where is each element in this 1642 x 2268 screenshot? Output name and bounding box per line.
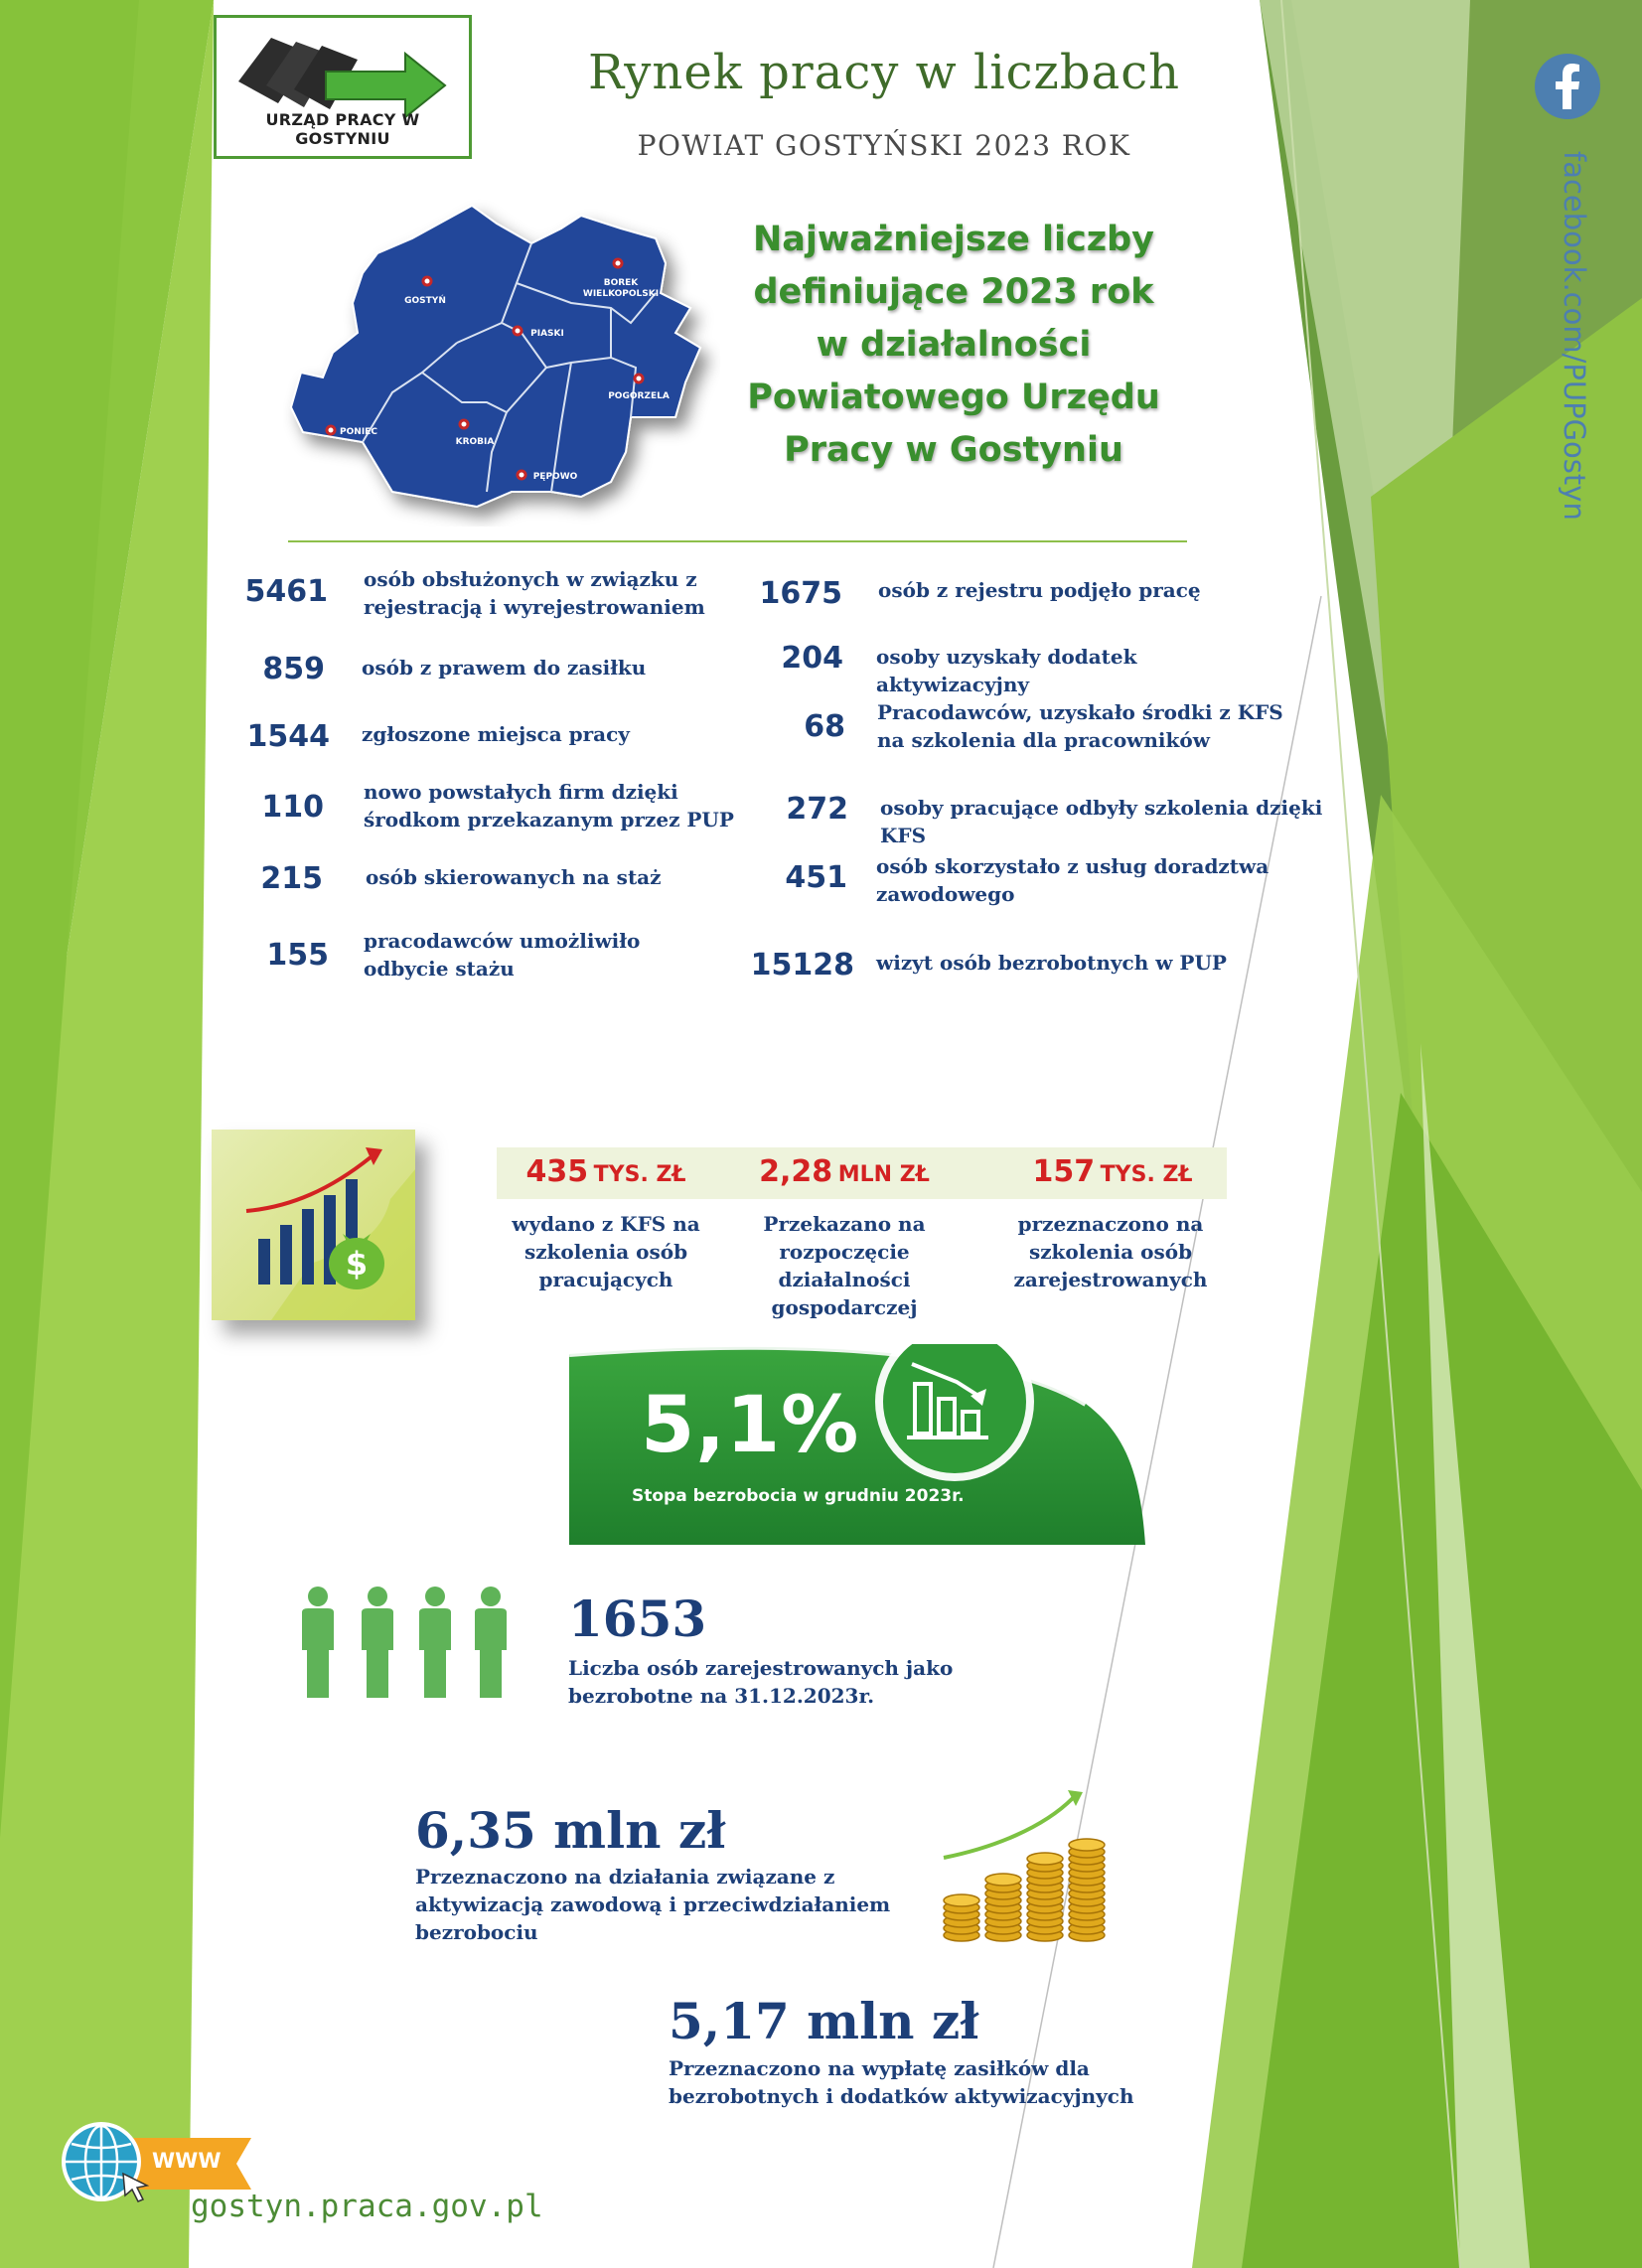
logo-graphic [217,24,469,123]
stat-value: 110 [261,790,324,825]
facebook-link[interactable]: facebook.com/PUPGostyn [1558,151,1591,521]
stat-value: 68 [804,709,845,744]
page-subtitle: POWIAT GOSTYŃSKI 2023 ROK [637,129,1131,162]
stat-value: 15128 [750,948,854,983]
map-label-piaski: PIASKI [530,329,564,339]
map-label-krobia: KROBIA [455,437,495,447]
office-logo [214,15,472,159]
stat-value: 859 [262,652,325,686]
stat-value: 155 [266,938,329,973]
stat-label: nowo powstałych firm dzięki środkom przekazanym przez PUP [364,780,734,832]
stat-label: osoby uzyskały dodatek aktywizacyjny [876,645,1137,696]
www-badge-text: WWW [152,2149,222,2173]
stat-value: 1675 [759,576,842,611]
stat-label: zgłoszone miejsca pracy [362,722,630,746]
svg-text:$: $ [345,1245,369,1283]
coins-icon [934,1788,1113,1952]
benefits-amount: 5,17 mln zł [669,1992,979,2050]
people-icon [296,1587,510,1698]
unemployment-rate-value: 5,1% [641,1381,860,1470]
stat-label: osób z prawem do zasiłku [362,656,647,680]
stat-value: 204 [781,641,843,676]
map-label-borek-wielkopolski: BOREK WIELKOPOLSKI [582,278,660,299]
activation-label: Przeznaczono na działania związane z aktywizacją zawodową i przeciwdziałaniem bezrobociu [415,1865,891,1944]
county-map [283,194,720,527]
activation-amount: 6,35 mln zł [415,1801,726,1860]
stat-label: pracodawców umożliwiło odbycie stażu [364,929,641,981]
fund-label: wydano z KFS na szkolenia osób pracujących [512,1212,700,1291]
growth-chart-illustration [212,1130,415,1320]
unemployment-rate-label: Stopa bezrobocia w grudniu 2023r. [632,1486,965,1506]
map-label-pepowo: PĘPOWO [532,472,578,482]
stat-label: osoby pracujące odbyły szkolenia dzięki KFS [880,796,1323,847]
stat-value: 451 [785,860,847,895]
stat-value: 1544 [246,719,330,754]
stat-value: 215 [260,861,323,896]
stat-value: 272 [786,792,848,827]
fund-label: przeznaczono na szkolenia osób zarejestrowanych [1013,1212,1208,1291]
stat-label: osób skierowanych na staż [366,865,662,889]
facebook-icon[interactable] [1533,52,1602,121]
map-label-poniec: PONIEC [340,427,377,437]
map-label-gostyn: GOSTYŃ [404,296,446,306]
benefits-label: Przeznaczono na wypłatę zasiłków dla bezrobotnych i dodatków aktywizacyjnych [669,2056,1134,2108]
logo-text: URZĄD PRACY W GOSTYNIU [265,110,420,148]
map-label-pogorzela: POGORZELA [608,391,670,401]
section-divider [288,540,1187,542]
stat-value: 5461 [244,574,328,609]
stat-label: osób z rejestru podjęło pracę [878,578,1201,602]
stat-label: Pracodawców, uzyskało środki z KFS na szkolenia dla pracowników [877,700,1283,752]
registered-count: 1653 [568,1589,707,1648]
stat-label: osób obsłużonych w związku z rejestracją i wyrejestrowaniem [364,567,705,619]
fund-label: Przekazano na rozpoczęcie działalności gospodarczej [763,1212,926,1319]
registered-label: Liczba osób zarejestrowanych jako bezrobotne na 31.12.2023r. [568,1656,954,1708]
fund-amount: 435 TYS. ZŁ [525,1154,686,1189]
stat-label: wizyt osób bezrobotnych w PUP [876,951,1227,975]
page-title: Rynek pracy w liczbach [588,45,1180,100]
fund-amount: 2,28 MLN ZŁ [759,1154,930,1189]
stat-label: osób skorzystało z usług doradztwa zawodowego [876,854,1269,906]
website-link[interactable]: gostyn.praca.gov.pl [191,2189,543,2224]
growth-chart-icon [212,1130,415,1320]
fund-amount: 157 TYS. ZŁ [1032,1154,1193,1189]
headline: Najważniejsze liczby definiujące 2023 rok w działalności Powiatowego Urzędu Pracy w Gostyniu [747,220,1160,470]
